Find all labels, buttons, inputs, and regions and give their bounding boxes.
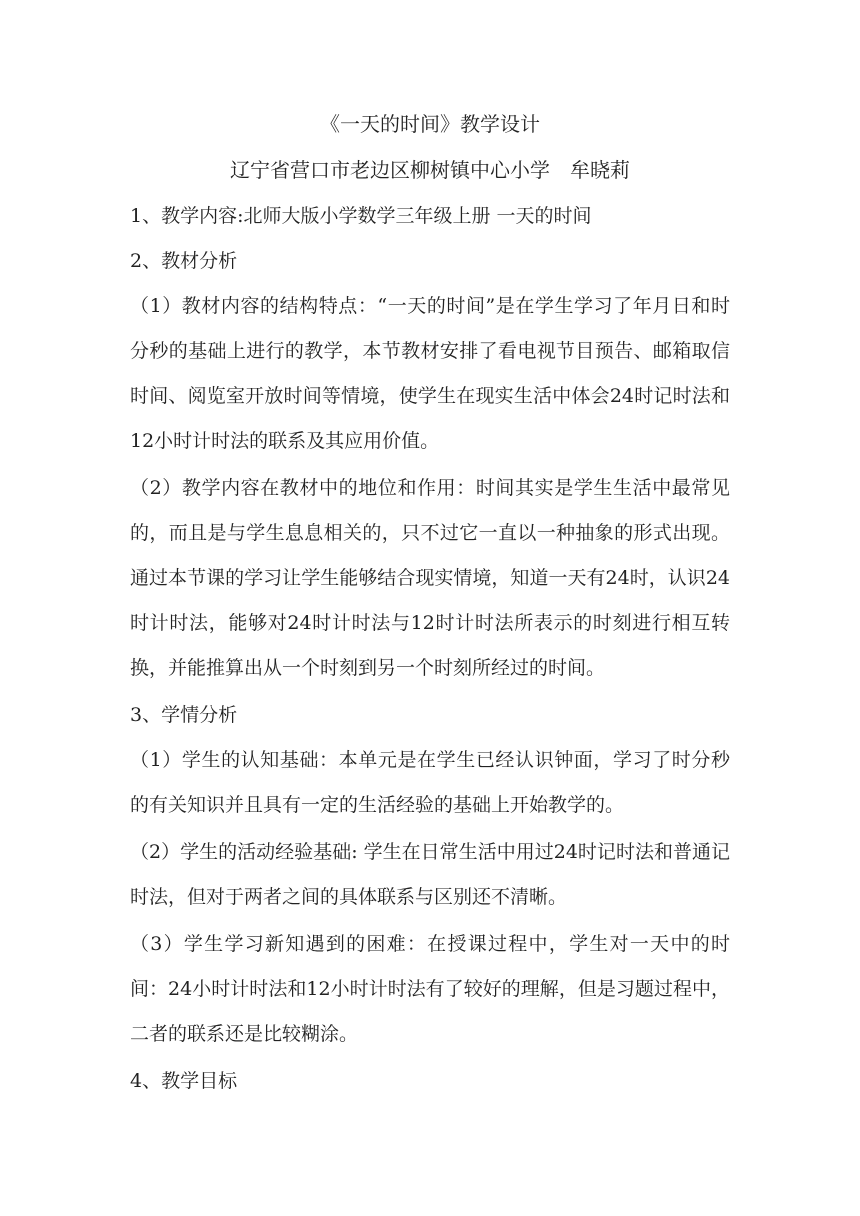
- section-heading-teaching-goals: 4、教学目标: [130, 1070, 238, 1092]
- paragraph-learning-difficulty: （3）学生学习新知遇到的困难：在授课过程中，学生对一天中的时间：24小时计时法和12小时计时法有了较好的理解，但是习题过程中，二者的联系还是比较糊涂。: [130, 933, 730, 1045]
- section-heading-material-analysis: 2、教材分析: [130, 250, 238, 272]
- document-body: [130, 110, 730, 1112]
- author-line: 辽宁省营口市老边区柳树镇中心小学 牟晓莉: [230, 158, 630, 182]
- document-title: 《一天的时间》教学设计: [320, 112, 540, 136]
- paragraph-cognitive-basis: （1）学生的认知基础：本单元是在学生已经认识钟面，学习了时分秒的有关知识并且具有一定的生活经验的基础上开始教学的。: [130, 749, 730, 816]
- section-heading-learner-analysis: 3、学情分析: [130, 704, 238, 726]
- paragraph-activity-experience: （2）学生的活动经验基础: 学生在日常生活中用过24时记时法和普通记时法，但对于两者之间的具体联系与区别还不清晰。: [130, 841, 730, 908]
- section-heading-content: 1、教学内容:北师大版小学数学三年级上册 一天的时间: [130, 205, 592, 227]
- paragraph-position-role: （2）教学内容在教材中的地位和作用：时间其实是学生生活中最常见的，而且是与学生息息相关的，只不过它一直以一种抽象的形式出现。通过本节课的学习让学生能够结合现实情境，知道一天有24时，认识24时计时法，能够对24时计时法与12时计时法所表示的时刻进行相互转换，并能推算出从一个时刻到另一个时刻所经过的时间。: [130, 477, 730, 679]
- paragraph-structure-features: （1）教材内容的结构特点：“一天的时间”是在学生学习了年月日和时分秒的基础上进行的教学，本节教材安排了看电视节目预告、邮箱取信时间、阅览室开放时间等情境，使学生在现实生活中体会24时记时法和12小时计时法的联系及其应用价值。: [130, 295, 730, 452]
